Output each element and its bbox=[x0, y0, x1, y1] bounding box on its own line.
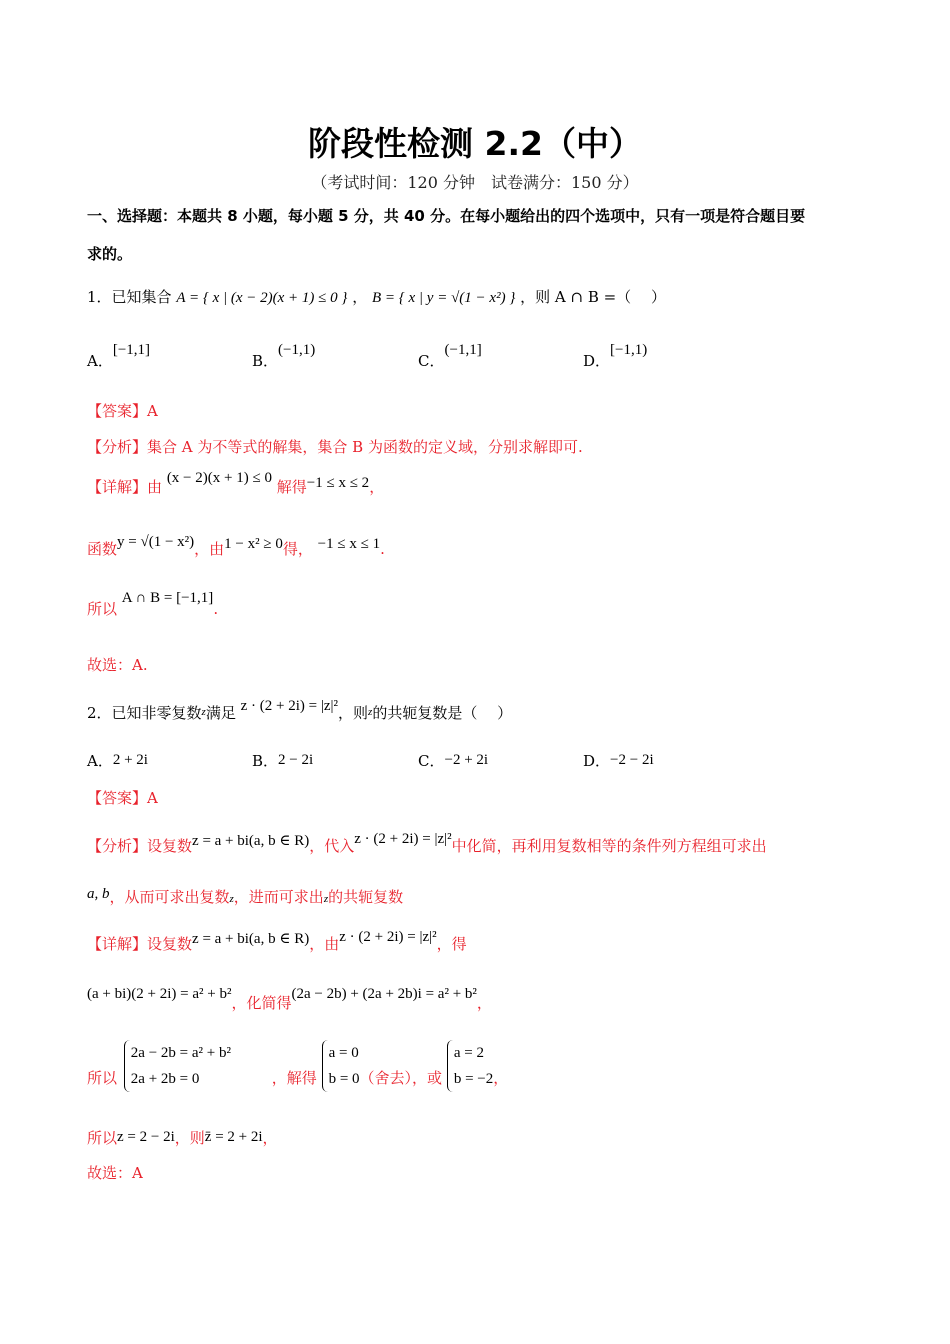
q1-detail-line-1 bbox=[87, 470, 385, 497]
q1-analysis bbox=[87, 436, 583, 457]
math: (2a − 2b) + (2a + 2b)i = a² + b² bbox=[291, 986, 477, 1002]
answer-tag: 【答案】 bbox=[87, 789, 148, 807]
detail-tag: 【详解】 bbox=[87, 478, 148, 496]
q1-prefix: 1．已知集合 bbox=[87, 288, 172, 306]
math: z = a + bi(a, b ∈ R) bbox=[192, 931, 310, 947]
section-heading: 一、选择题：本题共 8 小题，每小题 5 分，共 40 分。在每小题给出的四个选项中，只有一项是符合题目要 bbox=[87, 207, 806, 225]
q2-option-c[interactable] bbox=[418, 750, 488, 771]
math: 2a + 2b = 0 bbox=[130, 1071, 200, 1087]
q1-set-b: B = { x | y = √(1 − x²) } bbox=[371, 290, 516, 306]
q2-prefix: 2．已知非零复数 bbox=[87, 704, 202, 722]
text: ，化简得 bbox=[231, 994, 292, 1012]
answer-value: A bbox=[147, 402, 158, 420]
q2-suffix: 的共轭复数是（ ） bbox=[372, 704, 513, 722]
analysis-tag: 【分析】 bbox=[87, 438, 148, 456]
text: ，由 bbox=[194, 540, 225, 558]
option-label: B． bbox=[252, 752, 279, 770]
answer-value: A bbox=[147, 789, 158, 807]
text: . bbox=[380, 540, 385, 558]
math: z · (2 + 2i) = |z|² bbox=[240, 698, 339, 714]
z-var: z bbox=[229, 893, 234, 905]
system-1 bbox=[124, 1040, 231, 1092]
text: ，由 bbox=[309, 935, 340, 953]
option-value: 2 − 2i bbox=[278, 752, 314, 768]
q1-suffix: ，则 A ∩ B =（ ） bbox=[520, 288, 666, 306]
math: z̄ = 2 + 2i bbox=[204, 1129, 263, 1145]
option-value: [−1,1] bbox=[112, 342, 151, 358]
math: 1 − x² ≥ 0 bbox=[224, 536, 283, 552]
option-value: (−1,1] bbox=[444, 342, 482, 358]
system-2 bbox=[322, 1040, 360, 1092]
q1-option-c[interactable] bbox=[418, 342, 482, 371]
option-value: [−1,1) bbox=[610, 342, 648, 358]
math: a, b bbox=[87, 886, 110, 902]
q1-choose: 故选：A. bbox=[87, 656, 148, 674]
q1-detail-line-3 bbox=[87, 590, 219, 619]
q1-detail-line-2 bbox=[87, 534, 385, 559]
q2-analysis-line-2 bbox=[87, 886, 403, 907]
q2-analysis-line-1 bbox=[87, 831, 767, 856]
q2-option-a[interactable] bbox=[87, 750, 148, 771]
math: (a + bi)(2 + 2i) = a² + b² bbox=[87, 986, 232, 1002]
math: (x − 2)(x + 1) ≤ 0 bbox=[166, 470, 272, 486]
section-heading-cont: 求的。 bbox=[87, 245, 133, 263]
option-label: D． bbox=[583, 752, 611, 770]
text: 函数 bbox=[87, 540, 118, 558]
text: 所以 bbox=[87, 1129, 118, 1147]
text: ， bbox=[262, 1129, 278, 1147]
z-var: z bbox=[201, 706, 206, 718]
math: b = 0 bbox=[328, 1071, 360, 1087]
text: ，解得 bbox=[271, 1068, 317, 1087]
q2-detail-line-2 bbox=[87, 986, 492, 1013]
q1-sep: ， bbox=[352, 288, 368, 306]
text: 得， bbox=[282, 540, 313, 558]
option-label: B． bbox=[252, 352, 279, 370]
q1-option-d[interactable] bbox=[583, 342, 648, 371]
exam-info: （考试时间：120 分钟 试卷满分：150 分） bbox=[311, 173, 639, 192]
q2-answer bbox=[87, 787, 158, 808]
answer-tag: 【答案】 bbox=[87, 402, 148, 420]
detail-tag: 【详解】 bbox=[87, 935, 148, 953]
q2-detail-line-1 bbox=[87, 929, 467, 954]
q1-answer bbox=[87, 400, 158, 421]
text: （舍去），或 bbox=[359, 1068, 443, 1087]
math: z = 2 − 2i bbox=[117, 1129, 175, 1145]
q2-option-d[interactable] bbox=[583, 750, 654, 771]
option-value: −2 + 2i bbox=[444, 752, 489, 768]
z-var: z bbox=[368, 706, 373, 718]
question-1-stem bbox=[87, 286, 666, 307]
analysis-text: 集合 A 为不等式的解集，集合 B 为函数的定义域，分别求解即可. bbox=[147, 438, 583, 456]
math: y = √(1 − x²) bbox=[117, 534, 195, 550]
q2-detail-line-4 bbox=[87, 1127, 278, 1148]
text: 满足 bbox=[205, 704, 236, 722]
text: 设复数 bbox=[147, 837, 193, 855]
option-value: −2 − 2i bbox=[610, 752, 654, 768]
text: 所以 bbox=[87, 1068, 118, 1087]
text: 所以 bbox=[87, 600, 118, 618]
math: z · (2 + 2i) = |z|² bbox=[339, 929, 437, 945]
text: ，得 bbox=[436, 935, 467, 953]
q2-choose: 故选：A bbox=[87, 1164, 143, 1182]
q1-option-a[interactable] bbox=[87, 342, 151, 371]
text: 解得 bbox=[276, 478, 307, 496]
text: 中化简，再利用复数相等的条件列方程组可求出 bbox=[451, 837, 767, 855]
text: ，从而可求出复数 bbox=[109, 888, 230, 906]
question-2-stem bbox=[87, 698, 513, 723]
option-value: 2 + 2i bbox=[112, 752, 148, 768]
math: −1 ≤ x ≤ 1 bbox=[317, 536, 381, 552]
math: a = 2 bbox=[453, 1045, 484, 1061]
math: 2a − 2b = a² + b² bbox=[130, 1045, 231, 1061]
math: z · (2 + 2i) = |z|² bbox=[354, 831, 452, 847]
math: z = a + bi(a, b ∈ R) bbox=[192, 833, 310, 849]
q2-detail-line-3 bbox=[87, 1040, 508, 1092]
analysis-tag: 【分析】 bbox=[87, 837, 148, 855]
system-3 bbox=[447, 1040, 493, 1092]
z-var: z bbox=[323, 893, 329, 905]
q1-option-b[interactable] bbox=[252, 342, 316, 371]
text: . bbox=[213, 600, 219, 618]
option-label: A． bbox=[87, 752, 113, 770]
text: 由 bbox=[147, 478, 163, 496]
text: ，则 bbox=[174, 1129, 205, 1147]
option-label: C． bbox=[418, 352, 445, 370]
text: 的共轭复数 bbox=[328, 888, 404, 906]
text: ，进而可求出 bbox=[233, 888, 324, 906]
option-label: D． bbox=[583, 352, 611, 370]
q1-set-a: A = { x | (x − 2)(x + 1) ≤ 0 } bbox=[176, 290, 348, 306]
option-label: C． bbox=[418, 752, 445, 770]
text: ， bbox=[493, 1068, 509, 1087]
text: 设复数 bbox=[147, 935, 193, 953]
math: A ∩ B = [−1,1] bbox=[121, 590, 214, 606]
option-label: A． bbox=[87, 352, 113, 370]
q2-option-b[interactable] bbox=[252, 750, 313, 771]
text: ，代入 bbox=[309, 837, 355, 855]
text: ， bbox=[369, 478, 385, 496]
page-title: 阶段性检测 2.2（中） bbox=[308, 124, 642, 163]
math: −1 ≤ x ≤ 2 bbox=[306, 475, 370, 491]
math: a = 0 bbox=[328, 1045, 359, 1061]
text: ，则 bbox=[338, 704, 369, 722]
math: b = −2 bbox=[453, 1071, 494, 1087]
text: ， bbox=[476, 994, 492, 1012]
option-value: (−1,1) bbox=[278, 342, 316, 358]
